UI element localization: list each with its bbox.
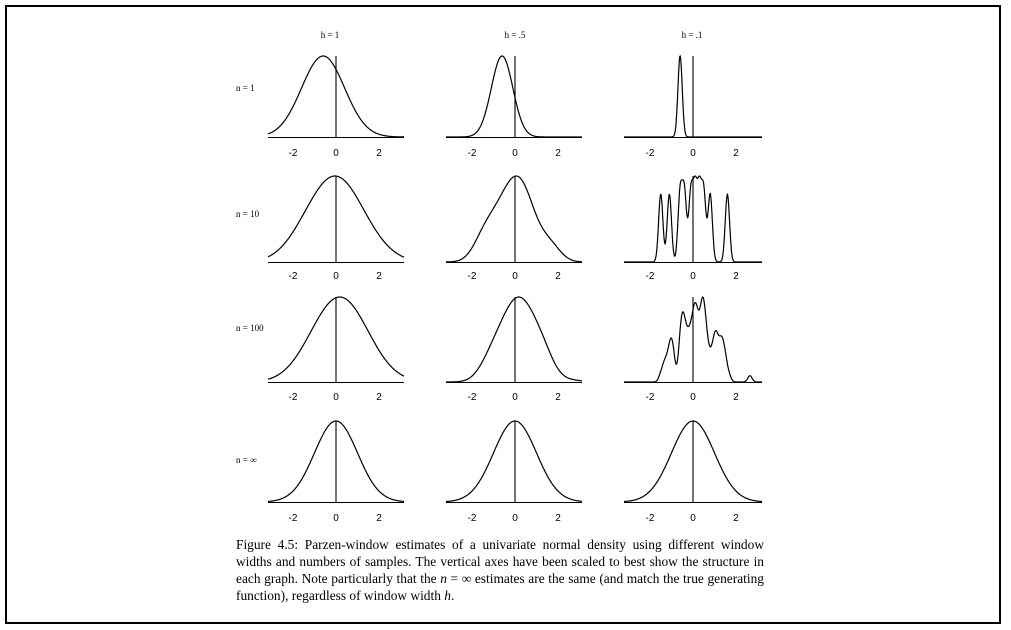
x-tick-label: 2 — [733, 513, 739, 524]
x-tick-label: -2 — [288, 271, 298, 282]
col-header-h05: h = .5 — [504, 30, 526, 40]
col-header-h01: h = .1 — [681, 30, 703, 40]
panel-1-2 — [446, 56, 582, 159]
row-labels — [236, 83, 264, 465]
x-tick-label: 2 — [376, 271, 382, 282]
caption-tail: . — [450, 588, 455, 603]
x-tick-label: 2 — [733, 271, 739, 282]
x-tick-label: 2 — [555, 148, 561, 159]
x-tick-label: -2 — [467, 513, 477, 524]
column-headers — [321, 30, 703, 40]
caption-math-eq: = ∞ — [446, 571, 472, 586]
density-curve — [446, 56, 582, 137]
panel-3-1 — [268, 297, 404, 403]
x-tick-label: -2 — [645, 148, 655, 159]
x-tick-label: 0 — [333, 392, 339, 403]
x-tick-label: 0 — [333, 148, 339, 159]
x-tick-label: -2 — [467, 392, 477, 403]
x-tick-label: -2 — [288, 392, 298, 403]
x-tick-label: -2 — [467, 271, 477, 282]
density-curve — [446, 421, 582, 502]
x-tick-label: 0 — [512, 148, 518, 159]
x-tick-label: -2 — [645, 513, 655, 524]
figure-caption — [236, 536, 764, 604]
x-tick-label: -2 — [645, 392, 655, 403]
caption-lead: Figure 4.5: Parzen-window estimates of a univariate normal density using different window widths and numbers of samples. The vertical axes have been scaled to best show the structure in each graph. Note particularly that the — [236, 537, 764, 586]
x-tick-label: 0 — [333, 513, 339, 524]
x-tick-label: -2 — [467, 148, 477, 159]
x-tick-label: 0 — [690, 392, 696, 403]
panel-1-1 — [268, 56, 404, 159]
panel-4-1 — [268, 421, 404, 524]
x-tick-label: 2 — [376, 392, 382, 403]
x-tick-label: 0 — [690, 148, 696, 159]
panel-3-3 — [624, 297, 762, 403]
x-tick-label: -2 — [288, 148, 298, 159]
caption-math-n: n — [440, 571, 447, 586]
x-tick-label: 2 — [733, 392, 739, 403]
x-tick-label: 0 — [333, 271, 339, 282]
x-tick-label: 0 — [512, 392, 518, 403]
x-tick-label: -2 — [645, 271, 655, 282]
density-curve — [446, 176, 582, 262]
col-header-h1: h = 1 — [320, 30, 340, 40]
x-tick-label: -2 — [288, 513, 298, 524]
x-tick-label: 2 — [376, 513, 382, 524]
row-label-n10: n = 10 — [236, 209, 260, 219]
panels — [268, 56, 762, 524]
x-tick-label: 0 — [512, 271, 518, 282]
x-tick-label: 0 — [690, 271, 696, 282]
density-curve — [446, 297, 582, 382]
panel-2-3 — [624, 176, 762, 282]
row-label-n1: n = 1 — [236, 83, 255, 93]
panel-4-2 — [446, 421, 582, 524]
row-label-ninf: n = ∞ — [236, 455, 257, 465]
caption-middle: estimates are the same (and match the true generating function), regardless of window width — [236, 571, 764, 603]
panel-3-2 — [446, 297, 582, 403]
panel-4-3 — [624, 421, 762, 524]
x-tick-label: 2 — [376, 148, 382, 159]
panel-2-2 — [446, 176, 582, 282]
x-tick-label: 2 — [555, 392, 561, 403]
x-tick-label: 0 — [512, 513, 518, 524]
x-tick-label: 2 — [733, 148, 739, 159]
panel-1-3 — [624, 56, 762, 159]
caption-math-h: h — [444, 588, 451, 603]
panel-2-1 — [268, 176, 404, 282]
x-tick-label: 2 — [555, 513, 561, 524]
x-tick-label: 0 — [690, 513, 696, 524]
row-label-n100: n = 100 — [236, 323, 264, 333]
x-tick-label: 2 — [555, 271, 561, 282]
